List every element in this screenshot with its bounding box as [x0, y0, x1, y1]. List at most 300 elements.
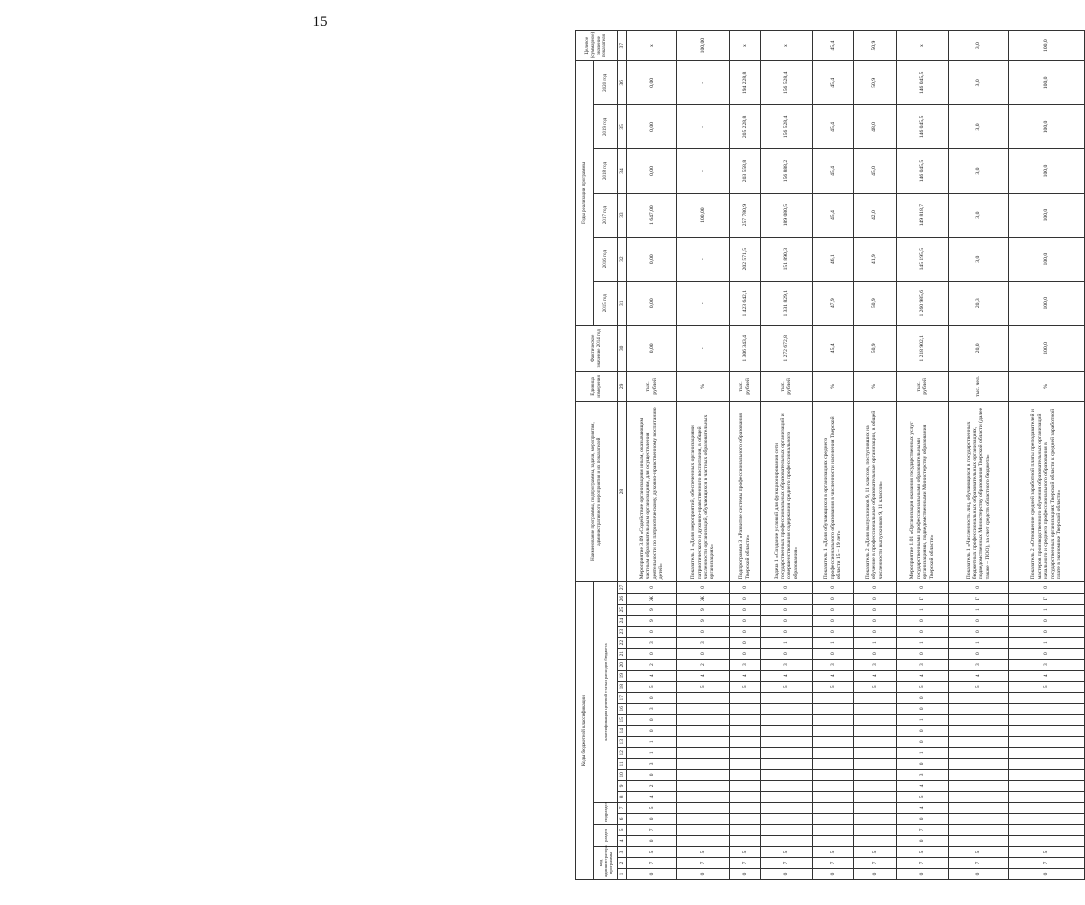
code-cell	[760, 813, 812, 824]
code-cell: 1	[896, 747, 948, 758]
code-cell	[853, 802, 896, 813]
column-index-cell: 16	[618, 703, 627, 714]
code-cell: 0	[853, 648, 896, 659]
code-cell: 3	[1008, 659, 1084, 670]
row-year-value: 41,9	[853, 237, 896, 281]
code-cell	[813, 736, 854, 747]
code-cell: 4	[896, 780, 948, 791]
code-cell: 0	[853, 593, 896, 604]
code-cell: 0	[627, 692, 677, 703]
code-cell	[949, 747, 1009, 758]
code-cell: 0	[729, 604, 760, 615]
code-cell	[760, 824, 812, 835]
column-index-cell: 26	[618, 593, 627, 604]
code-cell: 4	[949, 670, 1009, 681]
code-cell	[760, 802, 812, 813]
row-year-value: 100,0	[1008, 149, 1084, 193]
row-year-value: 50,9	[853, 61, 896, 105]
column-index-cell: 31	[618, 281, 627, 325]
code-cell	[729, 725, 760, 736]
code-cell: 2	[627, 780, 677, 791]
code-admin-header: код администратора программы	[594, 846, 618, 879]
code-cell	[813, 802, 854, 813]
code-cell: 0	[677, 648, 729, 659]
code-cell: 3	[627, 637, 677, 648]
year-2015-header: 2015 год	[594, 281, 618, 325]
code-cell	[1008, 703, 1084, 714]
code-cell: 0	[729, 615, 760, 626]
row-plan-value: 1 306 343,4	[729, 325, 760, 371]
code-cell: 0	[896, 868, 948, 879]
column-index-cell: 18	[618, 681, 627, 692]
code-cell	[949, 791, 1009, 802]
column-index-cell: 2	[618, 857, 627, 868]
code-cell: 5	[1008, 681, 1084, 692]
column-index-cell: 25	[618, 604, 627, 615]
row-year-value: 45,4	[813, 149, 854, 193]
row-unit: %	[677, 371, 729, 401]
row-year-value: 45,4	[813, 105, 854, 149]
code-cell: 3	[949, 659, 1009, 670]
row-name: Показатель 1 «Численность лиц, обучающихся в государственных бюджетных профессиональных образовательных организациях, подведомственных Министерству образования Тверской области (далее также – ПОО), за счет средств областного бюджета»	[949, 401, 1009, 581]
row-year-value: 257 780,9	[729, 193, 760, 237]
row-plan-value: 20,0	[949, 325, 1009, 371]
code-cell	[853, 824, 896, 835]
row-year-value: 156 888,2	[760, 149, 812, 193]
code-cell	[760, 835, 812, 846]
column-index-cell: 27	[618, 582, 627, 593]
code-cell: 5	[853, 681, 896, 692]
row-year-value: 146 045,5	[896, 105, 948, 149]
column-index-cell: 37	[618, 31, 627, 61]
code-cell: 4	[896, 802, 948, 813]
code-cell: 5	[896, 791, 948, 802]
column-index-cell: 7	[618, 802, 627, 813]
code-cell: 0	[813, 648, 854, 659]
table-row	[729, 31, 760, 880]
code-cell: 4	[760, 670, 812, 681]
code-cell: 0	[627, 835, 677, 846]
row-year-value: 194 228,8	[729, 61, 760, 105]
row-plan-value: 0,00	[627, 325, 677, 371]
code-cell: 4	[677, 670, 729, 681]
code-cell: 2	[627, 659, 677, 670]
code-cell	[813, 824, 854, 835]
row-year-value: 100,00	[677, 193, 729, 237]
code-cell: 4	[853, 670, 896, 681]
row-year-value: 42,0	[853, 193, 896, 237]
code-cell: 3	[813, 659, 854, 670]
code-cell	[729, 703, 760, 714]
code-cell	[729, 802, 760, 813]
column-index-cell: 10	[618, 769, 627, 780]
code-cell	[677, 725, 729, 736]
code-cell	[1008, 736, 1084, 747]
row-year-value: 45,0	[853, 149, 896, 193]
code-cell: 0	[729, 637, 760, 648]
row-year-value: 45,4	[813, 193, 854, 237]
code-cell	[1008, 714, 1084, 725]
row-unit: %	[1008, 371, 1084, 401]
row-year-value: 0,00	[627, 237, 677, 281]
code-cell: 3	[853, 659, 896, 670]
code-cell	[760, 703, 812, 714]
column-index-cell: 24	[618, 615, 627, 626]
code-cell	[760, 769, 812, 780]
table-row	[949, 31, 1009, 880]
code-cell: 0	[627, 769, 677, 780]
code-cell	[677, 780, 729, 791]
code-cell: 0	[813, 593, 854, 604]
code-cell	[853, 758, 896, 769]
column-index-cell: 3	[618, 846, 627, 857]
row-target-value: 45,4	[813, 31, 854, 61]
row-year-value: 100,0	[1008, 193, 1084, 237]
row-year-value: 3,0	[949, 105, 1009, 149]
code-cell	[1008, 769, 1084, 780]
column-index-cell: 11	[618, 758, 627, 769]
code-cell	[949, 824, 1009, 835]
row-year-value: -	[677, 105, 729, 149]
code-cell	[729, 714, 760, 725]
code-cell: 7	[813, 857, 854, 868]
code-cell: 3	[896, 769, 948, 780]
row-target-value: 3,0	[949, 31, 1009, 61]
row-unit: %	[813, 371, 854, 401]
code-cell: 0	[896, 813, 948, 824]
code-cell: 5	[853, 846, 896, 857]
column-index-cell: 5	[618, 824, 627, 835]
page-number: 15	[312, 14, 328, 30]
code-cell	[677, 824, 729, 835]
row-year-value: 46,1	[813, 237, 854, 281]
code-cell: 5	[813, 846, 854, 857]
code-cell: 3	[627, 758, 677, 769]
code-cell: 0	[896, 626, 948, 637]
row-year-value: 1 647,00	[627, 193, 677, 237]
row-year-value: 3,0	[949, 237, 1009, 281]
column-index-cell: 33	[618, 193, 627, 237]
row-year-value: 146 045,5	[896, 61, 948, 105]
code-cell	[729, 835, 760, 846]
table-body	[627, 31, 1085, 880]
code-cell: 9	[677, 604, 729, 615]
code-cell: 1	[1008, 637, 1084, 648]
code-cell	[760, 747, 812, 758]
code-cell	[677, 692, 729, 703]
code-cell: 0	[949, 582, 1009, 593]
row-plan-value: -	[677, 325, 729, 371]
row-year-value: 202 571,5	[729, 237, 760, 281]
column-index-cell: 8	[618, 791, 627, 802]
table-row	[1008, 31, 1084, 880]
code-cell: 5	[1008, 846, 1084, 857]
row-year-value: 50,9	[853, 281, 896, 325]
code-cell: 1	[1008, 604, 1084, 615]
row-year-value: 0,00	[627, 281, 677, 325]
column-index-cell: 4	[618, 835, 627, 846]
row-year-value: 100,0	[1008, 281, 1084, 325]
code-cell	[729, 758, 760, 769]
column-index-cell: 20	[618, 659, 627, 670]
row-unit: тыс. чел.	[949, 371, 1009, 401]
row-target-value: 50,9	[853, 31, 896, 61]
code-cell	[853, 835, 896, 846]
code-cell: 0	[729, 868, 760, 879]
row-year-value: 48,0	[853, 105, 896, 149]
code-cell	[1008, 780, 1084, 791]
code-cell: 0	[853, 615, 896, 626]
code-cell: 7	[896, 824, 948, 835]
column-index-cell: 14	[618, 725, 627, 736]
code-cell	[1008, 835, 1084, 846]
code-cell: 5	[760, 846, 812, 857]
column-index-cell: 17	[618, 692, 627, 703]
row-unit: тыс. рублей	[760, 371, 812, 401]
row-target-value: 100,00	[677, 31, 729, 61]
column-index-cell: 12	[618, 747, 627, 758]
row-year-value: 0,00	[627, 105, 677, 149]
code-cell: 7	[729, 857, 760, 868]
code-cell	[949, 714, 1009, 725]
row-year-value: -	[677, 61, 729, 105]
row-target-value: х	[896, 31, 948, 61]
code-cell: 0	[729, 582, 760, 593]
code-cell	[853, 703, 896, 714]
code-cell	[853, 780, 896, 791]
code-cell	[677, 813, 729, 824]
code-article-header: классификация целевой статьи расходов бюджета	[594, 582, 618, 803]
code-cell: 0	[760, 593, 812, 604]
column-index-cell: 1	[618, 868, 627, 879]
code-cell: 0	[760, 868, 812, 879]
code-subsection-header: подраздел	[594, 802, 618, 824]
column-index-cell: 9	[618, 780, 627, 791]
code-cell: 5	[729, 681, 760, 692]
code-cell: 0	[896, 648, 948, 659]
code-cell: 1	[949, 637, 1009, 648]
table-row	[627, 31, 677, 880]
code-cell: 0	[853, 604, 896, 615]
code-cell: 5	[896, 846, 948, 857]
row-year-value: 149 818,7	[896, 193, 948, 237]
row-unit: тыс. рублей	[729, 371, 760, 401]
row-year-value: 0,00	[627, 61, 677, 105]
row-year-value: 100,0	[1008, 237, 1084, 281]
code-cell: 4	[813, 670, 854, 681]
program-table-sheet	[575, 30, 1085, 880]
row-target-value: х	[760, 31, 812, 61]
code-cell: 0	[627, 714, 677, 725]
code-cell	[813, 758, 854, 769]
row-plan-value: 45,4	[813, 325, 854, 371]
code-cell: 0	[896, 692, 948, 703]
code-cell	[813, 714, 854, 725]
code-cell: 4	[729, 670, 760, 681]
code-cell	[949, 725, 1009, 736]
code-cell: 0	[760, 648, 812, 659]
row-unit: %	[853, 371, 896, 401]
code-cell: 0	[853, 582, 896, 593]
code-cell	[949, 769, 1009, 780]
column-index-cell: 19	[618, 670, 627, 681]
code-cell: 7	[627, 857, 677, 868]
code-cell: 1	[760, 637, 812, 648]
code-cell: Г	[896, 593, 948, 604]
program-table	[575, 30, 1085, 880]
code-cell: 0	[813, 868, 854, 879]
code-cell: 0	[760, 582, 812, 593]
code-cell: Г	[1008, 593, 1084, 604]
code-cell	[729, 736, 760, 747]
row-year-value: 203 558,8	[729, 149, 760, 193]
code-cell	[1008, 813, 1084, 824]
column-index-cell: 23	[618, 626, 627, 637]
row-year-value: 100,0	[1008, 105, 1084, 149]
code-cell: 0	[627, 626, 677, 637]
row-year-value: 151 890,3	[760, 237, 812, 281]
code-cell: 5	[896, 681, 948, 692]
code-cell	[760, 736, 812, 747]
row-year-value: -	[677, 237, 729, 281]
code-cell: 0	[1008, 648, 1084, 659]
code-cell: 3	[896, 659, 948, 670]
row-plan-value: 1 218 902,1	[896, 325, 948, 371]
row-year-value: 1 331 829,1	[760, 281, 812, 325]
code-cell: 2	[677, 659, 729, 670]
code-cell: 4	[1008, 670, 1084, 681]
code-cell: 5	[813, 681, 854, 692]
row-plan-value: 50,9	[853, 325, 896, 371]
table-row	[760, 31, 812, 880]
code-cell: 0	[760, 604, 812, 615]
code-cell: 0	[677, 626, 729, 637]
code-cell: 9	[627, 604, 677, 615]
row-name: Показатель 1 «Доля обучающихся в организациях среднего профессионального образования в численности населения Тверской области 15 – 19 лет»	[813, 401, 854, 581]
code-cell: 5	[949, 681, 1009, 692]
row-year-value: 20,3	[949, 281, 1009, 325]
code-cell: 0	[627, 868, 677, 879]
code-cell: Ж	[677, 593, 729, 604]
code-cell: 1	[813, 637, 854, 648]
code-cell	[729, 747, 760, 758]
column-index-cell: 13	[618, 736, 627, 747]
code-cell	[677, 802, 729, 813]
row-year-value: 3,0	[949, 193, 1009, 237]
code-cell	[813, 791, 854, 802]
column-index-cell: 36	[618, 61, 627, 105]
row-name: Показатель 2 «Отношение средней заработной платы преподавателей и мастеров производственного обучения образовательных организаций начального и среднего профессионального образования в государственных организациях Тверской области к средней заработной плате в экономике Тверской области»	[1008, 401, 1084, 581]
code-cell: 4	[896, 670, 948, 681]
row-year-value: 3,0	[949, 149, 1009, 193]
code-cell: 3	[627, 703, 677, 714]
row-name: Подпрограмма 3 «Развитие системы профессионального образования Тверской области»	[729, 401, 760, 581]
year-2019-header: 2019 год	[594, 105, 618, 149]
column-index-cell: 28	[618, 401, 627, 581]
code-group-header: Коды бюджетной классификации	[576, 582, 594, 880]
code-cell	[949, 813, 1009, 824]
code-cell: 0	[760, 615, 812, 626]
code-cell: 0	[813, 604, 854, 615]
row-year-value: -	[677, 281, 729, 325]
code-cell	[949, 835, 1009, 846]
code-cell: 0	[627, 582, 677, 593]
code-cell: 1	[853, 637, 896, 648]
code-cell	[760, 791, 812, 802]
code-cell: 7	[949, 857, 1009, 868]
row-name: Показатель 2 «Доля выпускников 9, 11 классов, поступивших на обучение в профессиональные образовательные организации, в общей численности выпускников 9, 11 классов»	[853, 401, 896, 581]
code-cell	[760, 758, 812, 769]
code-cell: 0	[677, 582, 729, 593]
code-cell: 5	[760, 681, 812, 692]
target-column-header: Целевое (суммарное) значение показателя	[576, 31, 618, 61]
row-unit: тыс. рублей	[896, 371, 948, 401]
row-year-value: 45,4	[813, 61, 854, 105]
row-year-value: 189 080,5	[760, 193, 812, 237]
code-cell: 0	[949, 868, 1009, 879]
row-year-value: 145 195,5	[896, 237, 948, 281]
code-cell	[729, 769, 760, 780]
code-cell	[1008, 802, 1084, 813]
code-cell: 0	[1008, 868, 1084, 879]
code-cell	[1008, 725, 1084, 736]
column-index-cell: 22	[618, 637, 627, 648]
code-cell: 7	[627, 824, 677, 835]
code-cell: 0	[896, 582, 948, 593]
code-cell: 0	[813, 626, 854, 637]
code-cell: 9	[677, 615, 729, 626]
row-target-value: 100,0	[1008, 31, 1084, 61]
code-cell: 0	[813, 615, 854, 626]
code-cell	[1008, 692, 1084, 703]
year-2020-header: 2020 год	[594, 61, 618, 105]
code-cell: 5	[627, 802, 677, 813]
code-cell	[853, 736, 896, 747]
column-index-cell: 29	[618, 371, 627, 401]
code-cell: 7	[853, 857, 896, 868]
row-year-value: 156 528,4	[760, 105, 812, 149]
code-cell	[813, 835, 854, 846]
code-cell: 7	[1008, 857, 1084, 868]
row-target-value: х	[627, 31, 677, 61]
code-cell	[853, 813, 896, 824]
code-cell: 0	[949, 648, 1009, 659]
code-cell	[677, 747, 729, 758]
code-cell: 0	[853, 626, 896, 637]
code-cell	[729, 824, 760, 835]
column-index-cell: 15	[618, 714, 627, 725]
code-cell: 0	[1008, 626, 1084, 637]
code-cell: 0	[760, 626, 812, 637]
code-cell: 0	[896, 758, 948, 769]
code-cell	[729, 813, 760, 824]
code-cell: 7	[677, 857, 729, 868]
code-cell: 5	[627, 846, 677, 857]
code-cell: 0	[896, 615, 948, 626]
row-year-value: 0,00	[627, 149, 677, 193]
code-cell	[853, 714, 896, 725]
row-year-value: 205 228,8	[729, 105, 760, 149]
code-cell: 5	[677, 846, 729, 857]
code-cell	[677, 758, 729, 769]
code-cell	[1008, 758, 1084, 769]
code-cell	[813, 780, 854, 791]
code-cell	[949, 692, 1009, 703]
code-cell: 4	[627, 791, 677, 802]
code-cell: 1	[896, 637, 948, 648]
code-cell: Г	[949, 593, 1009, 604]
code-cell: 3	[760, 659, 812, 670]
